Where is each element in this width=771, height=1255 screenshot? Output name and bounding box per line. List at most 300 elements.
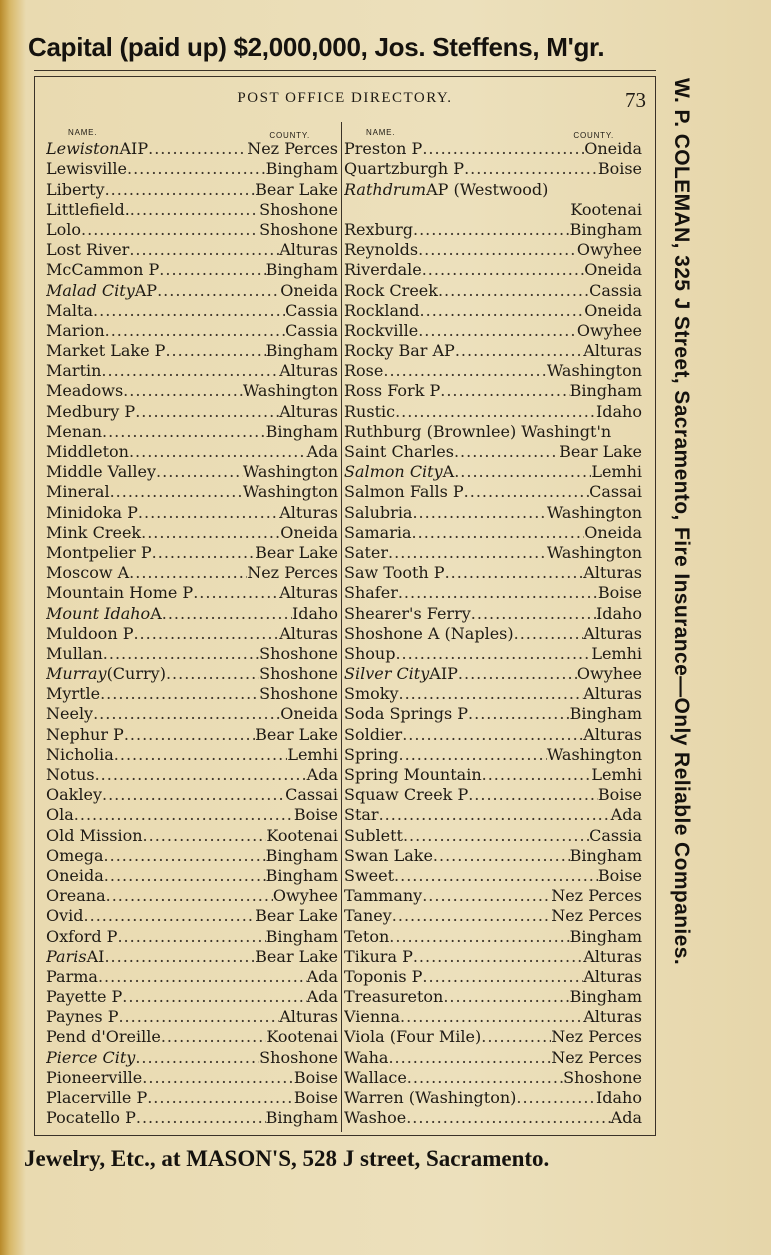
directory-entry xyxy=(46,1087,338,1107)
post-office-name: Middleton xyxy=(46,442,129,461)
leader-dots xyxy=(138,504,279,522)
directory-entry xyxy=(46,199,338,219)
county-name: Kootenai xyxy=(266,1027,338,1047)
post-office-name: Waha xyxy=(344,1047,389,1067)
leader-dots xyxy=(152,544,256,562)
post-office-name: Toponis P xyxy=(344,966,423,986)
leader-dots xyxy=(454,443,559,461)
post-office-name: Riverdale xyxy=(344,260,422,280)
directory-entry xyxy=(46,602,338,622)
county-name: Washington xyxy=(242,482,338,502)
post-office-designation: A xyxy=(150,603,162,623)
leader-dots xyxy=(454,463,591,481)
county-name: Washington xyxy=(242,381,338,401)
county-name: Alturas xyxy=(583,684,642,704)
leader-dots xyxy=(398,584,598,602)
leader-dots xyxy=(458,665,577,683)
county-name: Nez Perces xyxy=(247,563,338,583)
county-name: Lemhi xyxy=(287,744,338,764)
directory-entry xyxy=(344,966,642,986)
post-office-name: Littlefield. xyxy=(46,199,130,219)
directory-entry xyxy=(46,219,338,239)
leader-dots xyxy=(135,403,279,421)
post-office-name: Muldoon P xyxy=(46,623,134,643)
county-name: Alturas xyxy=(583,946,642,966)
post-office-name: Washoe xyxy=(344,1108,407,1128)
directory-entry xyxy=(344,824,642,844)
county-name: Alturas xyxy=(279,361,338,381)
post-office-name: Preston P xyxy=(344,139,423,159)
left-column-header xyxy=(46,126,338,138)
leader-dots xyxy=(422,261,585,279)
leader-dots xyxy=(400,1008,583,1026)
leader-dots xyxy=(383,362,547,380)
directory-entry xyxy=(46,824,338,844)
post-office-name: Reynolds xyxy=(344,240,419,260)
directory-entry xyxy=(344,663,642,683)
leader-dots xyxy=(422,887,551,905)
post-office-name: Taney xyxy=(344,906,392,926)
right-column xyxy=(344,126,642,1127)
directory-entry xyxy=(46,421,338,441)
county-name: Nez Perces xyxy=(551,1047,642,1067)
county-name: Shoshone xyxy=(259,684,338,704)
post-office-name: Mountain Home P xyxy=(46,583,194,603)
leader-dots xyxy=(136,1109,266,1127)
directory-entry xyxy=(46,925,338,945)
post-office-name: Shearer's Ferry xyxy=(344,603,471,623)
directory-entry xyxy=(344,138,642,158)
directory-entry xyxy=(344,562,642,582)
directory-entry xyxy=(46,683,338,703)
leader-dots xyxy=(118,1008,279,1026)
directory-entry xyxy=(46,441,338,461)
county-name: Boise xyxy=(597,583,642,603)
leader-dots xyxy=(165,342,265,360)
county-name: Bingham xyxy=(569,926,642,946)
directory-entry xyxy=(344,400,642,420)
directory-entry xyxy=(46,986,338,1006)
county-name: Ada xyxy=(610,1108,642,1128)
county-name: Bingham xyxy=(265,421,338,441)
post-office-name: Lewiston xyxy=(46,139,120,159)
leader-dots xyxy=(102,786,285,804)
post-office-designation: (Curry) xyxy=(106,664,166,684)
post-office-name: Minidoka P xyxy=(46,502,138,522)
leader-dots xyxy=(124,726,255,744)
name-column-label: NAME. xyxy=(68,128,98,137)
leader-dots xyxy=(516,1089,596,1107)
county-name: Bingham xyxy=(569,845,642,865)
leader-dots xyxy=(379,806,611,824)
post-office-name: Quartzburgh P xyxy=(344,159,465,179)
leader-dots xyxy=(110,483,243,501)
leader-dots xyxy=(388,1049,551,1067)
post-office-name: Mount Idaho xyxy=(46,603,151,623)
post-office-name: Marion xyxy=(46,320,105,340)
county-name: Washington xyxy=(546,744,642,764)
county-name: Washington xyxy=(546,542,642,562)
post-office-name: Salmon Falls P xyxy=(344,482,464,502)
county-name: Cassai xyxy=(285,785,338,805)
county-name: Shoshone xyxy=(259,219,338,239)
leader-dots xyxy=(394,867,598,885)
leader-dots xyxy=(407,1069,563,1087)
county-name: Shoshone xyxy=(259,643,338,663)
leader-dots xyxy=(159,261,265,279)
county-name: Oneida xyxy=(584,522,642,542)
post-office-name: Medbury P xyxy=(46,401,136,421)
leader-dots xyxy=(93,705,280,723)
leader-dots xyxy=(433,847,570,865)
directory-entry xyxy=(344,441,642,461)
post-office-name: Montpelier P xyxy=(46,542,152,562)
county-name: Bingham xyxy=(265,1108,338,1128)
top-advertisement: Capital (paid up) $2,000,000, Jos. Steffens, M'gr. xyxy=(28,32,605,62)
county-name: Bingham xyxy=(265,845,338,865)
leader-dots xyxy=(114,746,288,764)
county-name: Bingham xyxy=(569,381,642,401)
county-name: Ada xyxy=(306,966,338,986)
directory-entry xyxy=(46,542,338,562)
post-office-name: Tammany xyxy=(344,886,423,906)
county-name: Bear Lake xyxy=(255,179,338,199)
directory-entry xyxy=(46,966,338,986)
directory-entry xyxy=(344,683,642,703)
post-office-name: Lost River xyxy=(46,240,130,260)
post-office-name: Mineral xyxy=(46,482,110,502)
county-name: Cassia xyxy=(589,825,642,845)
post-office-name: Ovid xyxy=(46,906,84,926)
post-office-name: Pioneerville xyxy=(46,1067,143,1087)
directory-entry xyxy=(46,400,338,420)
post-office-name: Silver City xyxy=(344,664,430,684)
county-name: Bingham xyxy=(569,704,642,724)
post-office-name: Treasureton xyxy=(344,987,444,1007)
post-office-name: Saw Tooth P xyxy=(344,563,445,583)
county-name: Lemhi xyxy=(591,765,642,784)
post-office-name: Oneida xyxy=(46,865,104,885)
directory-entry xyxy=(344,1067,642,1087)
county-name: Alturas xyxy=(279,240,338,260)
post-office-name: Paris xyxy=(46,946,87,966)
post-office-name: Swan Lake xyxy=(344,845,433,865)
directory-entry xyxy=(46,764,338,784)
leader-dots xyxy=(129,443,307,461)
directory-entry xyxy=(46,744,338,764)
directory-entry xyxy=(344,1006,642,1026)
directory-entry xyxy=(344,885,642,905)
directory-entry xyxy=(344,744,642,764)
post-office-name: Oreana xyxy=(46,886,106,906)
county-name: Bear Lake xyxy=(559,442,642,461)
directory-entry xyxy=(344,461,642,481)
directory-entry xyxy=(46,784,338,804)
county-name: Kootenai xyxy=(266,825,338,845)
directory-entry xyxy=(344,784,642,804)
county-name: Oneida xyxy=(280,280,338,300)
directory-entry xyxy=(46,380,338,400)
county-name: Ada xyxy=(610,805,642,825)
leader-dots xyxy=(413,948,583,966)
county-name: Bingham xyxy=(265,159,338,179)
county-name: Alturas xyxy=(279,1007,338,1027)
post-office-name: Neely xyxy=(46,704,94,724)
post-office-name: Nephur P xyxy=(46,724,124,744)
leader-dots xyxy=(98,968,307,986)
directory-entry xyxy=(344,905,642,925)
county-name: Cassai xyxy=(589,482,642,502)
post-office-name: Shoup xyxy=(344,643,396,663)
directory-entry xyxy=(344,421,642,441)
county-name: Alturas xyxy=(583,563,642,583)
post-office-designation: AIP xyxy=(119,139,149,159)
county-column-label: COUNTY. xyxy=(573,131,614,140)
leader-dots xyxy=(100,685,259,703)
post-office-name: Rockland xyxy=(344,300,420,320)
county-name: Boise xyxy=(293,1067,338,1087)
leader-dots xyxy=(388,544,547,562)
leader-dots xyxy=(104,948,255,966)
leader-dots xyxy=(133,625,279,643)
post-office-name: Teton xyxy=(344,926,390,946)
post-office-name: Mullan xyxy=(46,643,103,663)
leader-dots xyxy=(127,160,266,178)
county-name: Alturas xyxy=(583,724,642,744)
leader-dots xyxy=(166,665,259,683)
leader-dots xyxy=(403,827,589,845)
directory-entry xyxy=(344,1087,642,1107)
directory-entry xyxy=(46,582,338,602)
post-office-designation: AIP xyxy=(429,664,458,684)
leader-dots xyxy=(438,282,589,300)
post-office-name: Murray xyxy=(46,664,107,684)
leader-dots xyxy=(440,382,569,400)
directory-entry xyxy=(344,199,642,219)
leader-dots xyxy=(105,181,256,199)
county-name: Washington xyxy=(546,361,642,381)
county-name: Idaho xyxy=(595,1088,642,1107)
leader-dots xyxy=(74,806,294,824)
directory-entry xyxy=(344,1026,642,1046)
directory-entry xyxy=(46,138,338,158)
right-column-header xyxy=(344,126,642,138)
post-office-designation: A xyxy=(442,462,455,482)
post-office-name: Omega xyxy=(46,845,104,865)
directory-entry xyxy=(344,481,642,501)
leader-dots xyxy=(464,483,589,501)
post-office-name: Placerville P xyxy=(46,1088,148,1107)
post-office-name: Pierce City xyxy=(46,1047,136,1067)
post-office-name: Parma xyxy=(46,966,98,986)
county-name: Alturas xyxy=(279,583,338,603)
post-office-name: Rockville xyxy=(344,320,419,340)
directory-entry xyxy=(46,522,338,542)
leader-dots xyxy=(514,625,584,643)
directory-entry xyxy=(46,804,338,824)
leader-dots xyxy=(84,907,256,925)
leader-dots xyxy=(143,827,267,845)
directory-entry xyxy=(46,1046,338,1066)
post-office-name: Saint Charles xyxy=(344,442,454,461)
county-name: Boise xyxy=(597,159,642,179)
county-name: Lemhi xyxy=(591,643,642,663)
post-office-name: Rose xyxy=(344,361,384,381)
post-office-name: Payette P xyxy=(46,987,123,1007)
directory-entry xyxy=(46,1067,338,1087)
directory-entry xyxy=(46,340,338,360)
directory-entry xyxy=(344,219,642,239)
post-office-name: Ross Fork P xyxy=(344,381,441,401)
directory-entry xyxy=(344,865,642,885)
leader-dots xyxy=(122,988,306,1006)
post-office-designation: AI xyxy=(86,946,105,966)
leader-dots xyxy=(141,524,280,542)
post-office-name: Tikura P xyxy=(344,946,413,966)
leader-dots xyxy=(157,282,280,300)
leader-dots xyxy=(418,322,577,340)
leader-dots xyxy=(413,221,570,239)
county-name: Lemhi xyxy=(591,462,642,482)
post-office-name: Smoky xyxy=(344,684,399,704)
post-office-name: Menan xyxy=(46,421,102,441)
leader-dots xyxy=(399,685,584,703)
county-name: Cassia xyxy=(589,280,642,300)
directory-entry xyxy=(344,925,642,945)
directory-entry xyxy=(344,501,642,521)
county-name: Bear Lake xyxy=(255,906,338,926)
running-header xyxy=(34,88,656,114)
bottom-advertisement: Jewelry, Etc., at MASON'S, 528 J street, Sacramento. xyxy=(24,1146,550,1171)
leader-dots xyxy=(468,786,598,804)
county-name: Idaho xyxy=(595,401,642,421)
leader-dots xyxy=(193,584,279,602)
leader-dots xyxy=(148,140,247,158)
post-office-name: Market Lake P xyxy=(46,341,166,361)
county-name: Bingham xyxy=(569,987,642,1007)
leader-dots xyxy=(395,645,591,663)
post-office-designation: AP xyxy=(134,280,158,300)
county-name: Bear Lake xyxy=(255,542,338,562)
leader-dots xyxy=(422,140,584,158)
county-name: Nez Perces xyxy=(247,139,338,159)
county-name: Bingham xyxy=(569,219,642,239)
directory-entry xyxy=(344,279,642,299)
directory-entry xyxy=(46,239,338,259)
post-office-name: Rock Creek xyxy=(344,280,438,300)
directory-entry xyxy=(344,300,642,320)
leader-dots xyxy=(445,564,584,582)
county-name: Oneida xyxy=(280,522,338,542)
leader-dots xyxy=(135,1049,259,1067)
post-office-name: Viola (Four Mile) xyxy=(344,1027,482,1047)
county-name: Ada xyxy=(306,442,338,461)
directory-entry xyxy=(46,865,338,885)
side-advertisement: W. P. COLEMAN, 325 J Street, Sacramento, Fire Insurance—Only Reliable Companies. xyxy=(670,78,693,966)
directory-entry xyxy=(46,946,338,966)
leader-dots xyxy=(117,928,265,946)
county-name: Shoshone xyxy=(259,1047,338,1067)
directory-entry xyxy=(344,845,642,865)
post-office-name: Spring Mountain xyxy=(344,765,482,784)
directory-entry xyxy=(344,703,642,723)
post-office-name: Sublett xyxy=(344,825,403,845)
directory-entry xyxy=(46,300,338,320)
leader-dots xyxy=(123,382,243,400)
directory-entry xyxy=(344,360,642,380)
leader-dots xyxy=(420,302,585,320)
post-office-name: Squaw Creek P xyxy=(344,785,469,805)
directory-entry xyxy=(344,340,642,360)
post-office-name: Nicholia xyxy=(46,744,114,764)
county-name: Oneida xyxy=(584,300,642,320)
directory-entry xyxy=(344,522,642,542)
post-office-name: Shafer xyxy=(344,583,398,603)
directory-entry xyxy=(46,158,338,178)
post-office-name: Sater xyxy=(344,542,389,562)
county-name: Alturas xyxy=(583,623,642,643)
directory-entry xyxy=(344,320,642,340)
directory-entry xyxy=(344,542,642,562)
page-number: 73 xyxy=(625,88,646,112)
directory-entry xyxy=(46,643,338,663)
county-name: Nez Perces xyxy=(551,1027,642,1047)
directory-entry xyxy=(46,703,338,723)
directory-entry xyxy=(344,986,642,1006)
directory-entry xyxy=(46,1026,338,1046)
directory-entry xyxy=(344,158,642,178)
left-column xyxy=(46,126,338,1127)
post-office-name: Pocatello P xyxy=(46,1108,136,1128)
leader-dots xyxy=(482,766,592,784)
leader-dots xyxy=(406,1109,610,1127)
county-column-label: COUNTY. xyxy=(269,131,310,140)
post-office-name: Spring xyxy=(344,744,399,764)
leader-dots xyxy=(129,564,247,582)
post-office-name: Star xyxy=(344,805,379,825)
leader-dots xyxy=(101,362,279,380)
directory-entry xyxy=(344,1107,642,1127)
leader-dots xyxy=(130,201,259,219)
county-name: Ada xyxy=(306,765,338,784)
leader-dots xyxy=(129,241,279,259)
county-name: Boise xyxy=(293,805,338,825)
post-office-name: Oxford P xyxy=(46,926,118,946)
leader-dots xyxy=(464,160,598,178)
county-name: Bear Lake xyxy=(255,724,338,744)
county-name: Cassia xyxy=(285,320,338,340)
leader-dots xyxy=(418,241,577,259)
leader-dots xyxy=(443,988,569,1006)
post-office-name: Moscow A xyxy=(46,563,130,583)
directory-entry xyxy=(46,461,338,481)
directory-entry xyxy=(46,501,338,521)
county-name: Bingham xyxy=(265,926,338,946)
directory-entry xyxy=(46,885,338,905)
county-name: Boise xyxy=(597,865,642,885)
leader-dots xyxy=(81,221,259,239)
leader-dots xyxy=(392,907,551,925)
county-name: Nez Perces xyxy=(551,886,642,906)
directory-entry xyxy=(46,905,338,925)
county-name: Nez Perces xyxy=(551,906,642,926)
county-name: Boise xyxy=(293,1088,338,1107)
leader-dots xyxy=(147,1089,294,1107)
county-name: Bingham xyxy=(265,341,338,361)
post-office-name: Paynes P xyxy=(46,1007,119,1027)
directory-entry xyxy=(46,1006,338,1026)
post-office-name: Soda Springs P xyxy=(344,704,469,724)
